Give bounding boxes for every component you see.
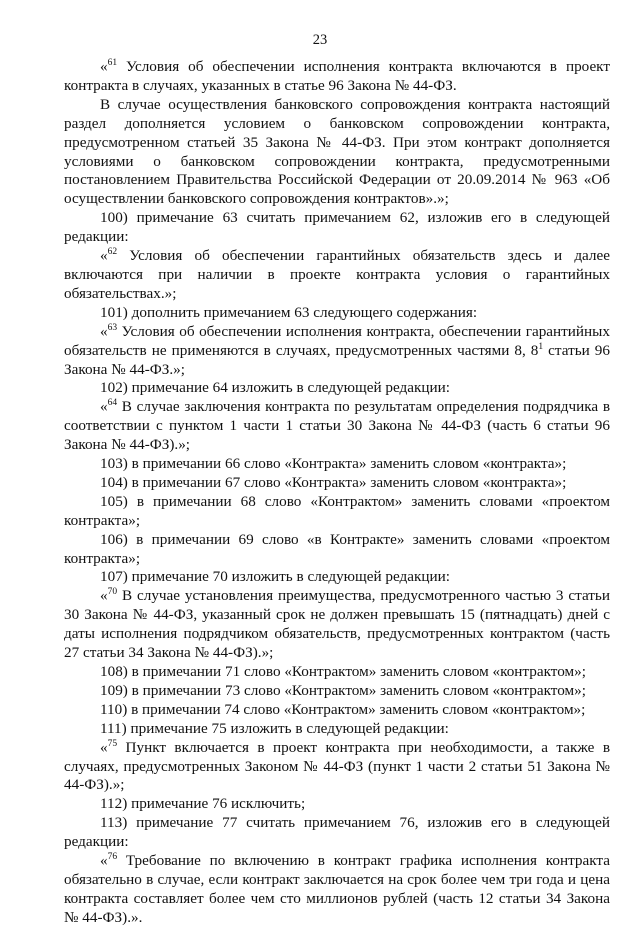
footnote-number: 64	[107, 398, 118, 409]
paragraph-item-104: 104) в примечании 67 слово «Контракта» заменить словом «контракта»;	[100, 473, 567, 491]
paragraph-item-111: 111) примечание 75 изложить в следующей редакции:	[100, 719, 449, 737]
paragraph-footnote-70	[64, 587, 614, 663]
footnote-number: 62	[107, 247, 118, 257]
paragraph-text: В случае установления преимущества, предусмотренного частью 3 статьи 30 Закона № 44-ФЗ, указанный срок не должен превышать 15 (пятнадцать) дней с даты исполнения подрядчиком обязательств, предусмотренных контрактом (часть 27 статьи 34 Закона № 44-ФЗ).»;	[64, 587, 614, 662]
paragraph-footnote-63	[64, 322, 614, 380]
paragraph-item-109: 109) в примечании 73 слово «Контрактом» заменить словом «контрактом»;	[100, 681, 586, 699]
paragraph-item-105: 105) в примечании 68 слово «Контрактом» заменить словами «проектом контракта»;	[64, 492, 614, 529]
quote-mark: «	[100, 247, 108, 265]
footnote-number: 70	[107, 587, 118, 598]
paragraph-footnote-75	[64, 738, 614, 796]
quote-mark: «	[100, 587, 108, 605]
paragraph-text: Требование по включению в контракт графика исполнения контракта обязательно в случае, если контракт заключается на срок более чем три года и цена контракта составляет более чем сто миллионов рублей (часть 12 статьи 34 Закона № 44-ФЗ).».	[64, 852, 614, 926]
paragraph-text: В случае заключения контракта по результатам определения подрядчика в соответствии с пунктом 1 части 1 статьи 30 Закона № 44-ФЗ (часть 6 статьи 96 Закона № 44-ФЗ).»;	[64, 398, 614, 454]
quote-mark: «	[100, 398, 108, 416]
paragraph-text: Пункт включается в проект контракта при необходимости, а также в случаях, предусмотренных Законом № 44-ФЗ (пункт 1 части 2 статьи 51 Закона № 44-ФЗ).»;	[64, 738, 614, 794]
paragraph-item-103: 103) в примечании 66 слово «Контракта» заменить словом «контракта»;	[100, 455, 567, 473]
paragraph-item-106: 106) в примечании 69 слово «в Контракте» заменить словами «проектом контракта»;	[64, 530, 614, 567]
paragraph-bank-support: В случае осуществления банковского сопровождения контракта настоящий раздел дополняется условием о банковском сопровождении контракта, предусмотренном статьей 35 Закона № 44-ФЗ. При этом контракт дополняется условиями о банковском сопровождении контракта, предусмотренными постановлением Правительства Российской Федерации от 20.09.2014 № 963 «Об осуществлении банковского сопровождения контрактов».»;	[64, 95, 614, 208]
quote-mark: «	[100, 738, 108, 756]
paragraph-item-108: 108) в примечании 71 слово «Контрактом» заменить словом «контрактом»;	[100, 663, 586, 680]
footnote-number: 61	[107, 57, 118, 68]
paragraph-text: Условия об обеспечении гарантийных обязательств здесь и далее включаются при наличии в проекте контракта условия о гарантийных обязательствах.»;	[64, 247, 614, 302]
superscript-number: 1	[538, 341, 544, 352]
paragraph-item-112: 112) примечание 76 исключить;	[100, 795, 306, 813]
quote-mark: «	[100, 58, 108, 75]
footnote-number: 63	[107, 322, 118, 333]
paragraph-text: Условия об обеспечении исполнения контракта, обеспечении гарантийных обязательств не применяются в случаях, предусмотренных частями 8, 8	[64, 322, 614, 359]
paragraph-footnote-76	[64, 852, 614, 928]
paragraph-footnote-61	[64, 57, 614, 96]
paragraph-item-113: 113) примечание 77 считать примечанием 76, изложив его в следующей редакции:	[64, 814, 614, 851]
paragraph-item-110: 110) в примечании 74 слово «Контрактом» заменить словом «контрактом»;	[100, 700, 586, 718]
paragraph-item-107: 107) примечание 70 изложить в следующей редакции:	[100, 568, 450, 586]
paragraph-text: Условия об обеспечении исполнения контракта включаются в проект контракта в случаях, указанных в статье 96 Закона № 44-ФЗ.	[64, 58, 614, 94]
quote-mark: «	[100, 852, 108, 870]
quote-mark: «	[100, 322, 108, 340]
footnote-number: 76	[107, 852, 118, 862]
paragraph-footnote-62	[64, 247, 614, 304]
paragraph-item-101: 101) дополнить примечанием 63 следующего содержания:	[100, 303, 478, 321]
page-number: 23	[312, 32, 328, 48]
paragraph-text-continued: статьи 96 Закона № 44-ФЗ.»;	[64, 341, 614, 378]
paragraph-item-102: 102) примечание 64 изложить в следующей редакции:	[100, 379, 450, 397]
footnote-number: 75	[107, 738, 118, 749]
paragraph-footnote-64	[64, 398, 614, 455]
paragraph-item-100: 100) примечание 63 считать примечанием 62, изложив его в следующей редакции:	[64, 209, 614, 246]
document-body	[64, 57, 614, 928]
